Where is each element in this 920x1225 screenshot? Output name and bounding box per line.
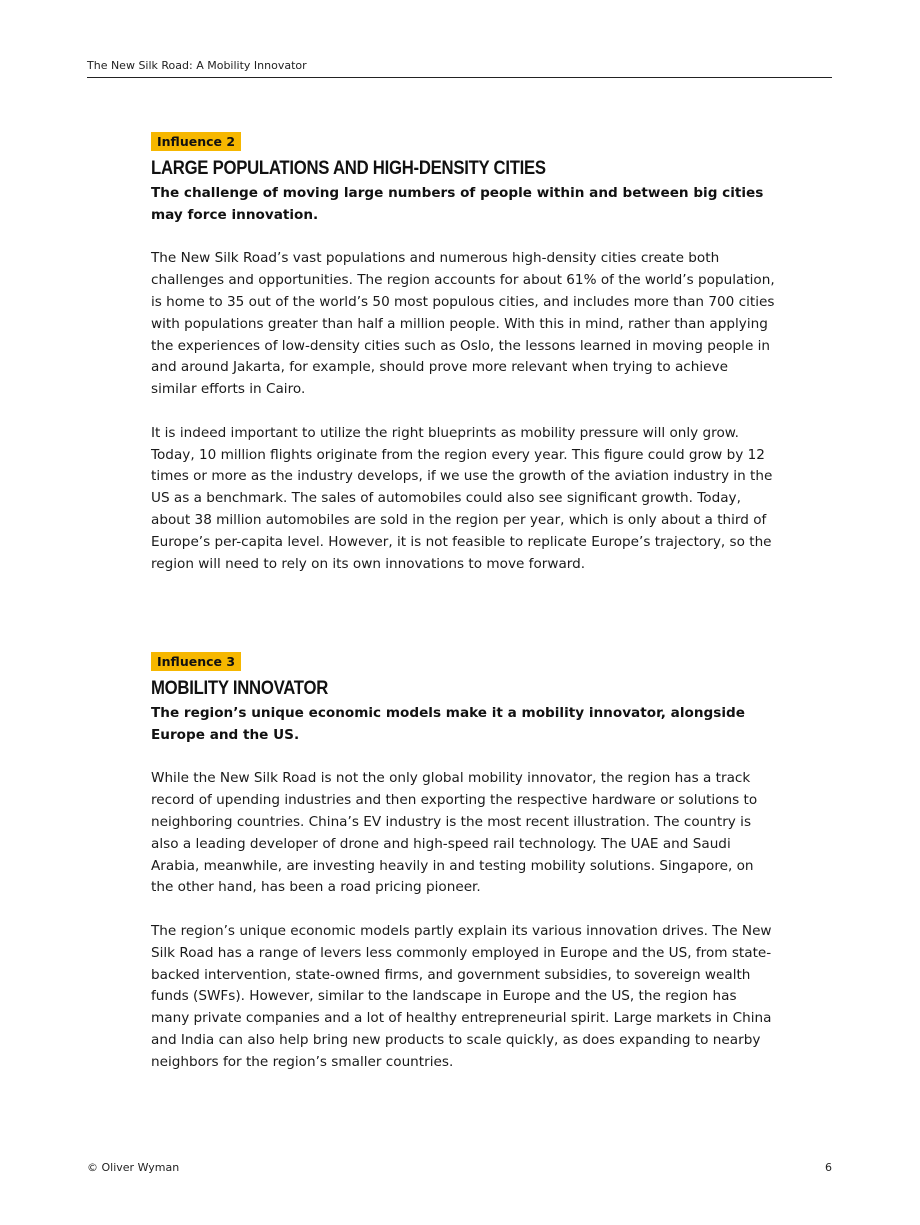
body-paragraph: It is indeed important to utilize the right blueprints as mobility pressure will only grow. Today, 10 million flights originate from the region every year. This figure could grow by 12 times or more as the industry develops, if we use the growth of the aviation industry in the US as a benchmark. The sales of automobiles could also see significant growth. Today, about 38 million automobiles are sold in the region per year, which is only about a third of Europe’s per-capita level. However, it is not feasible to replicate Europe’s trajectory, so the region will need to rely on its own innovations to move forward. [151,424,773,572]
section-subheading: The region’s unique economic models make it a mobility innovator, alongside Europe and the US. [151,705,745,743]
section-subheading: The challenge of moving large numbers of people within and between big cities may force innovation. [151,185,764,223]
running-header: The New Silk Road: A Mobility Innovator [87,59,307,72]
section-influence-2 [151,131,776,575]
body-paragraph: The region’s unique economic models partly explain its various innovation drives. The New Silk Road has a range of levers less commonly employed in Europe and the US, from state-backed intervention, state-owned firms, and government subsidies, to sovereign wealth funds (SWFs). However, similar to the landscape in Europe and the US, the region has many private companies and a lot of healthy entrepreneurial spirit. Large markets in China and India can also help bring new products to scale quickly, as does expanding to nearby neighbors for the region’s smaller countries. [151,922,772,1070]
section-influence-3 [151,651,776,1074]
influence-badge: Influence 3 [151,652,241,671]
body-paragraph: The New Silk Road’s vast populations and numerous high-density cities create both challenges and opportunities. The region accounts for about 61% of the world’s population, is home to 35 out of the world’s 50 most populous cities, and includes more than 700 cities with populations greater than half a million people. With this in mind, rather than applying the experiences of low-density cities such as Oslo, the lessons learned in moving people in and around Jakarta, for example, should prove more relevant when trying to achieve similar efforts in Cairo. [151,250,775,398]
footer-copyright: © Oliver Wyman [87,1161,180,1174]
influence-badge: Influence 2 [151,132,241,151]
body-paragraph: While the New Silk Road is not the only global mobility innovator, the region has a track record of upending industries and then exporting the respective hardware or solutions to neighboring countries. China’s EV industry is the most recent illustration. The country is also a leading developer of drone and high-speed rail technology. The UAE and Saudi Arabia, meanwhile, are investing heavily in and testing mobility solutions. Singapore, on the other hand, has been a road pricing pioneer. [151,770,758,896]
header-divider [87,77,832,78]
section-heading: LARGE POPULATIONS AND HIGH-DENSITY CITIES [151,158,546,179]
section-heading: MOBILITY INNOVATOR [151,678,329,699]
page-number: 6 [825,1161,832,1174]
